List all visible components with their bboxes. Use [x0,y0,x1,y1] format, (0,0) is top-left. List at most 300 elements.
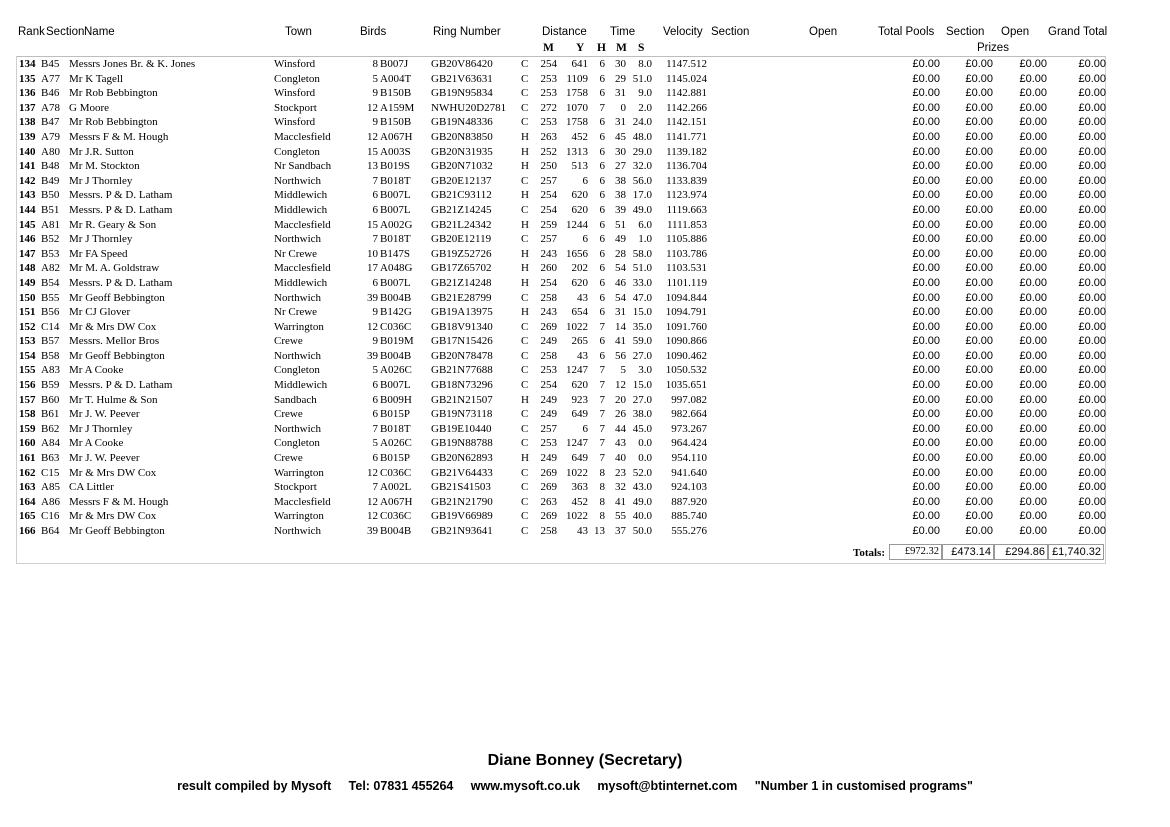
open-prize-cell: £0.00 [1019,525,1047,537]
section-prize-cell: £0.00 [965,349,993,362]
total-pools-cell: £0.00 [912,437,940,450]
yards-cell: 43 [577,349,588,362]
minutes-cell: 55 [615,510,626,523]
miles-cell: 254 [540,58,557,70]
section-prize-cell: £0.00 [965,320,993,333]
velocity-cell: 887.920 [671,495,707,508]
rank-cell: 151 [19,306,36,319]
velocity-cell: 924.103 [671,481,707,494]
section-prize-cell: £0.00 [965,335,993,348]
hours-cell: 8 [599,466,605,479]
yards-cell: 452 [571,130,588,143]
grand-total-cell: £0.00 [1078,276,1106,289]
birds-cell: 15 [367,218,378,231]
birds-cell: 6 [372,452,378,465]
clock-type-cell: C [521,203,529,216]
ring-number-cell: GB21N77688 [431,364,493,377]
miles-cell: 253 [540,72,557,85]
town-cell: Warrington [274,466,324,479]
open-prize-cell: £0.00 [1019,101,1047,114]
ring-number-cell: GB19N48336 [431,116,493,129]
total-pools-cell: £0.00 [912,87,940,100]
rank-cell: 153 [19,335,36,348]
ring-number-cell: GB19N88788 [431,437,493,450]
clock-type-cell: C [521,481,529,494]
yards-cell: 649 [571,408,588,421]
birds-cell: 6 [372,379,378,392]
name-cell: Messrs Jones Br. & K. Jones [69,58,196,70]
clock-type-cell: C [521,510,529,523]
town-cell: Northwich [274,233,322,246]
open-prize-cell: £0.00 [1019,466,1047,479]
table-row [0,393,1170,408]
miles-cell: 253 [540,364,557,377]
hours-cell: 13 [594,525,605,537]
velocity-cell: 1111.853 [666,218,707,231]
town-cell: Middlewich [274,189,328,202]
rank-cell: 166 [19,525,36,537]
clock-type-cell: C [521,233,529,246]
table-row [0,320,1170,335]
miles-cell: 253 [540,87,557,100]
rank-cell: 164 [19,495,36,508]
table-row [0,363,1170,378]
birds-cell: 17 [367,262,378,275]
open-prize-cell: £0.00 [1019,130,1047,143]
seconds-cell: 51.0 [632,72,652,85]
yards-cell: 620 [571,189,588,202]
seconds-cell: 9.0 [638,87,652,100]
open-prize-cell: £0.00 [1019,72,1047,85]
seconds-cell: 3.0 [638,364,652,377]
open-prize-cell: £0.00 [1019,481,1047,494]
clock-type-cell: C [521,422,529,435]
town-cell: Middlewich [274,379,328,392]
birds-cell: 12 [367,495,378,508]
hours-cell: 7 [599,320,605,333]
bird-code-cell: B004B [380,525,412,537]
name-cell: Mr Geoff Bebbington [69,291,165,304]
table-row [0,305,1170,320]
ring-number-cell: NWHU20D2781 [431,101,507,114]
name-cell: Messrs. Mellor Bros [69,335,160,348]
total-pools-cell: £0.00 [912,306,940,319]
section-cell: B49 [41,174,60,187]
ring-number-cell: GB19E10440 [431,422,492,435]
section-prize-cell: £0.00 [965,116,993,129]
velocity-cell: 1101.119 [666,276,707,289]
section-prize-cell: £0.00 [965,276,993,289]
miles-cell: 263 [540,495,557,508]
town-cell: Warrington [274,320,324,333]
hours-cell: 6 [599,145,605,158]
rank-cell: 144 [19,203,36,216]
miles-cell: 249 [540,408,557,421]
section-cell: B55 [41,291,60,304]
minutes-cell: 38 [615,189,626,202]
yards-cell: 202 [571,262,588,275]
name-cell: Messrs. P & D. Latham [69,203,173,216]
town-cell: Winsford [274,87,316,100]
name-cell: Mr J Thornley [69,422,133,435]
birds-cell: 7 [372,422,378,435]
clock-type-cell: H [521,452,529,465]
velocity-cell: 1035.651 [665,379,707,392]
miles-cell: 243 [540,247,557,260]
ring-number-cell: GB20E12137 [431,174,492,187]
grand-total-cell: £0.00 [1078,218,1106,231]
birds-cell: 39 [367,349,378,362]
miles-cell: 272 [540,101,557,114]
table-row [0,145,1170,160]
section-cell: B50 [41,189,60,202]
section-cell: B58 [41,349,60,362]
clock-type-cell: H [521,145,529,158]
minutes-cell: 49 [615,233,626,246]
ring-number-cell: GB21Z14248 [431,276,492,289]
minutes-cell: 26 [615,408,626,421]
name-cell: Mr J Thornley [69,233,133,246]
total-pools-cell: £0.00 [912,247,940,260]
name-cell: Mr J.R. Sutton [69,145,134,158]
section-cell: A86 [41,495,60,508]
miles-cell: 263 [540,130,557,143]
town-cell: Congleton [274,437,320,450]
miles-cell: 269 [540,466,557,479]
miles-cell: 269 [540,510,557,523]
open-prize-cell: £0.00 [1019,393,1047,406]
section-cell: B46 [41,87,60,100]
name-cell: Mr Geoff Bebbington [69,349,165,362]
open-prize-cell: £0.00 [1019,379,1047,392]
table-row [0,159,1170,174]
yards-cell: 649 [571,452,588,465]
total-pools-cell: £0.00 [912,393,940,406]
total-pools-cell: £0.00 [912,72,940,85]
table-row [0,436,1170,451]
hours-cell: 6 [599,130,605,143]
open-prize-cell: £0.00 [1019,306,1047,319]
velocity-cell: 1090.462 [665,349,707,362]
bird-code-cell: B007L [380,276,411,289]
rank-cell: 147 [19,247,36,260]
town-cell: Middlewich [274,203,328,216]
clock-type-cell: H [521,276,529,289]
open-prize-cell: £0.00 [1019,335,1047,348]
town-cell: Stockport [274,101,317,114]
seconds-cell: 27.0 [632,349,652,362]
birds-cell: 9 [372,306,378,319]
seconds-cell: 49.0 [632,495,652,508]
minutes-cell: 46 [615,276,626,289]
total-pools-cell: £0.00 [912,408,940,421]
ring-number-cell: GB21N93641 [431,525,493,537]
birds-cell: 13 [367,160,378,173]
total-pools-cell: £0.00 [912,510,940,523]
subheader-hours: H [597,42,606,54]
total-pools-cell: £0.00 [912,525,940,537]
hours-cell: 8 [599,495,605,508]
minutes-cell: 28 [615,247,626,260]
table-row [0,349,1170,364]
name-cell: Mr R. Geary & Son [69,218,157,231]
section-cell: C15 [41,466,60,479]
section-cell: A84 [41,437,60,450]
subheader-minutes: M [616,42,627,54]
table-row [0,451,1170,466]
minutes-cell: 44 [615,422,626,435]
grand-total-cell: £0.00 [1078,145,1106,158]
minutes-cell: 12 [615,379,626,392]
hours-cell: 7 [599,452,605,465]
hours-cell: 6 [599,87,605,100]
seconds-cell: 48.0 [632,130,652,143]
ring-number-cell: GB19A13975 [431,306,493,319]
table-row [0,378,1170,393]
miles-cell: 253 [540,437,557,450]
bird-code-cell: A004T [380,72,412,85]
open-prize-cell: £0.00 [1019,422,1047,435]
velocity-cell: 1123.974 [666,189,707,202]
rank-cell: 162 [19,466,36,479]
velocity-cell: 555.276 [671,525,707,537]
velocity-cell: 1141.771 [666,130,707,143]
section-prize-cell: £0.00 [965,130,993,143]
clock-type-cell: C [521,495,529,508]
section-cell: B61 [41,408,60,421]
ring-number-cell: GB19V66989 [431,510,493,523]
hours-cell: 6 [599,291,605,304]
name-cell: Mr J. W. Peever [69,452,140,465]
miles-cell: 254 [540,379,557,392]
rank-cell: 139 [19,130,36,143]
total-pools-cell: £0.00 [912,422,940,435]
velocity-cell: 973.267 [671,422,707,435]
hours-cell: 6 [599,247,605,260]
clock-type-cell: H [521,306,529,319]
rank-cell: 155 [19,364,36,377]
yards-cell: 923 [571,393,588,406]
table-row [0,495,1170,510]
minutes-cell: 54 [615,291,626,304]
minutes-cell: 0 [620,101,626,114]
table-row [0,422,1170,437]
total-pools-cell: £0.00 [912,481,940,494]
yards-cell: 1109 [566,72,588,85]
table-row [0,291,1170,306]
name-cell: Mr K Tagell [69,72,124,85]
yards-cell: 1022 [566,466,588,479]
clock-type-cell: H [521,130,529,143]
velocity-cell: 1094.844 [665,291,707,304]
ring-number-cell: GB20N62893 [431,452,493,465]
velocity-cell: 1103.531 [666,262,707,275]
velocity-cell: 1119.663 [666,203,707,216]
birds-cell: 12 [367,510,378,523]
grand-total-cell: £0.00 [1078,160,1106,173]
rank-cell: 134 [19,58,36,70]
minutes-cell: 29 [615,72,626,85]
open-prize-cell: £0.00 [1019,510,1047,523]
clock-type-cell: C [521,87,529,100]
section-cell: A77 [41,72,60,85]
section-prize-cell: £0.00 [965,262,993,275]
section-prize-cell: £0.00 [965,306,993,319]
header-birds: Birds [360,26,387,38]
header-distance: Distance [542,26,587,38]
clock-type-cell: C [521,72,529,85]
section-prize-cell: £0.00 [965,218,993,231]
town-cell: Stockport [274,481,317,494]
birds-cell: 7 [372,174,378,187]
rank-cell: 156 [19,379,36,392]
hours-cell: 7 [599,101,605,114]
minutes-cell: 56 [615,349,626,362]
section-cell: B53 [41,247,60,260]
yards-cell: 1244 [566,218,588,231]
clock-type-cell: C [521,174,529,187]
town-cell: Congleton [274,364,320,377]
ring-number-cell: GB21C93112 [431,189,492,202]
yards-cell: 1758 [566,116,588,129]
minutes-cell: 37 [615,525,626,537]
section-cell: B54 [41,276,60,289]
open-prize-cell: £0.00 [1019,145,1047,158]
name-cell: Messrs F & M. Hough [69,130,169,143]
name-cell: Messrs. P & D. Latham [69,189,173,202]
grand-total-cell: £0.00 [1078,203,1106,216]
hours-cell: 6 [599,72,605,85]
grand-total-cell: £0.00 [1078,364,1106,377]
rank-cell: 148 [19,262,36,275]
total-pools-cell: £0.00 [912,116,940,129]
rank-cell: 141 [19,160,36,173]
ring-number-cell: GB18V91340 [431,320,493,333]
yards-cell: 6 [582,174,588,187]
section-cell: A80 [41,145,60,158]
grand-total-cell: £0.00 [1078,437,1106,450]
section-prize-cell: £0.00 [965,58,993,70]
minutes-cell: 45 [615,130,626,143]
total-pools-cell: £0.00 [912,130,940,143]
ring-number-cell: GB17Z65702 [431,262,492,275]
table-row [0,276,1170,291]
minutes-cell: 54 [615,262,626,275]
grand-total-cell: £0.00 [1078,130,1106,143]
section-prize-cell: £0.00 [965,247,993,260]
clock-type-cell: C [521,101,529,114]
header-open-pool: Open [809,26,838,38]
bird-code-cell: A067H [380,130,413,143]
table-row [0,524,1170,539]
total-pools-cell: £0.00 [912,364,940,377]
birds-cell: 6 [372,276,378,289]
hours-cell: 7 [599,393,605,406]
open-prize-cell: £0.00 [1019,116,1047,129]
section-prize-cell: £0.00 [965,174,993,187]
seconds-cell: 59.0 [632,335,652,348]
total-pools-cell: £0.00 [912,145,940,158]
grand-total-cell: £0.00 [1078,101,1106,114]
yards-cell: 363 [571,481,588,494]
ring-number-cell: GB20V86420 [431,58,493,70]
town-cell: Warrington [274,510,324,523]
table-row [0,115,1170,130]
bird-code-cell: C036C [380,320,412,333]
ring-number-cell: GB20N71032 [431,160,493,173]
minutes-cell: 31 [615,87,626,100]
minutes-cell: 40 [615,452,626,465]
section-cell: A81 [41,218,60,231]
section-prize-cell: £0.00 [965,437,993,450]
bird-code-cell: A003S [380,145,411,158]
minutes-cell: 41 [615,335,626,348]
seconds-cell: 38.0 [632,408,652,421]
ring-number-cell: GB21S41503 [431,481,491,494]
seconds-cell: 6.0 [638,218,652,231]
birds-cell: 5 [372,72,378,85]
miles-cell: 249 [540,393,557,406]
section-cell: B47 [41,116,60,129]
open-prize-cell: £0.00 [1019,262,1047,275]
miles-cell: 254 [540,189,557,202]
name-cell: Mr A Cooke [69,437,124,450]
hours-cell: 7 [599,408,605,421]
name-cell: Mr & Mrs DW Cox [69,510,157,523]
bird-code-cell: A002G [380,218,413,231]
section-prize-cell: £0.00 [965,291,993,304]
name-cell: CA Littler [69,481,114,494]
velocity-cell: 954.110 [671,452,707,465]
table-row [0,261,1170,276]
town-cell: Northwich [274,174,322,187]
birds-cell: 12 [367,130,378,143]
header-velocity: Velocity [663,26,703,38]
rank-cell: 154 [19,349,36,362]
open-prize-cell: £0.00 [1019,408,1047,421]
open-prize-cell: £0.00 [1019,364,1047,377]
bird-code-cell: B007L [380,379,411,392]
town-cell: Congleton [274,72,320,85]
total-pools-cell: £0.00 [912,160,940,173]
yards-cell: 1313 [566,145,588,158]
section-cell: B64 [41,525,60,537]
section-prize-cell: £0.00 [965,510,993,523]
velocity-cell: 1103.786 [666,247,707,260]
ring-number-cell: GB19N73118 [431,408,493,421]
rank-cell: 160 [19,437,36,450]
miles-cell: 257 [540,233,557,246]
seconds-cell: 35.0 [632,320,652,333]
section-prize-cell: £0.00 [965,466,993,479]
seconds-cell: 33.0 [632,276,652,289]
clock-type-cell: C [521,525,529,537]
section-cell: B59 [41,379,60,392]
clock-type-cell: C [521,320,529,333]
table-row [0,203,1170,218]
miles-cell: 243 [540,306,557,319]
clock-type-cell: C [521,291,529,304]
miles-cell: 254 [540,203,557,216]
birds-cell: 15 [367,145,378,158]
subheader-yards: Y [576,42,585,54]
grand-total-cell: £0.00 [1078,174,1106,187]
grand-total-cell: £0.00 [1078,422,1106,435]
clock-type-cell: C [521,116,529,129]
hours-cell: 6 [599,262,605,275]
open-prize-cell: £0.00 [1019,189,1047,202]
header-section-prize: Section [946,26,985,38]
